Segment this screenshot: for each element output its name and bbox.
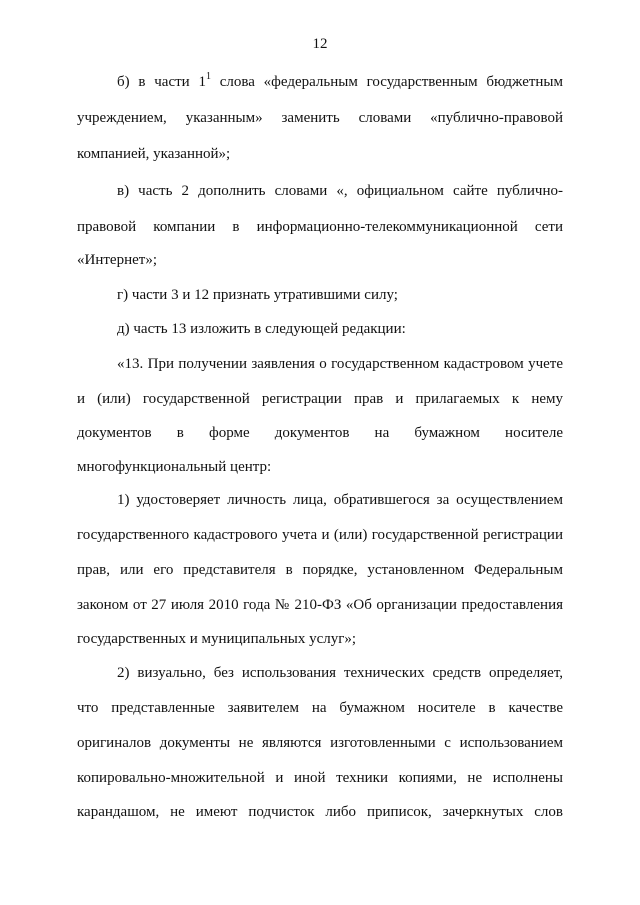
text-line: 1) удостоверяет личность лица, обратившегося за осуществлением	[117, 492, 563, 508]
text-line: в) часть 2 дополнить словами «, официальном сайте публично-	[117, 183, 563, 199]
text-line: компанией, указанной»;	[77, 146, 231, 162]
text-line: и (или) государственной регистрации прав и прилагаемых к нему	[77, 391, 563, 407]
text-line-part: слова «федеральным государственным бюджетным	[210, 74, 564, 90]
text-line: многофункциональный центр:	[77, 459, 272, 475]
text-line: государственных и муниципальных услуг»;	[77, 631, 357, 647]
text-line: прав, или его представителя в порядке, установленном Федеральным	[77, 562, 563, 578]
text-line: государственного кадастрового учета и (или) государственной регистрации	[77, 527, 563, 543]
text-line: что представленные заявителем на бумажном носителе в качестве	[77, 700, 563, 716]
text-line: законом от 27 июля 2010 года № 210-ФЗ «Об организации предоставления	[77, 597, 563, 613]
text-line: учреждением, указанным» заменить словами «публично-правовой	[77, 110, 563, 126]
text-line: карандашом, не имеют подчисток либо приписок, зачеркнутых слов	[77, 804, 563, 820]
text-line	[117, 73, 563, 91]
text-line: оригиналов документы не являются изготовленными с использованием	[77, 735, 563, 751]
text-line: правовой компании в информационно-телекоммуникационной сети	[77, 219, 563, 235]
text-line-part: б) в части 1	[117, 74, 206, 90]
page-number: 12	[312, 36, 328, 52]
text-line: документов в форме документов на бумажном носителе	[77, 425, 563, 441]
text-line: г) части 3 и 12 признать утратившими силу;	[117, 287, 398, 303]
text-line: 2) визуально, без использования технических средств определяет,	[117, 665, 563, 681]
text-line: д) часть 13 изложить в следующей редакции:	[117, 321, 406, 337]
text-line: копировально-множительной и иной техники копиями, не исполнены	[77, 770, 563, 786]
text-line: «13. При получении заявления о государственном кадастровом учете	[117, 356, 563, 372]
text-line: «Интернет»;	[77, 252, 157, 268]
superscript: 1	[205, 71, 211, 82]
